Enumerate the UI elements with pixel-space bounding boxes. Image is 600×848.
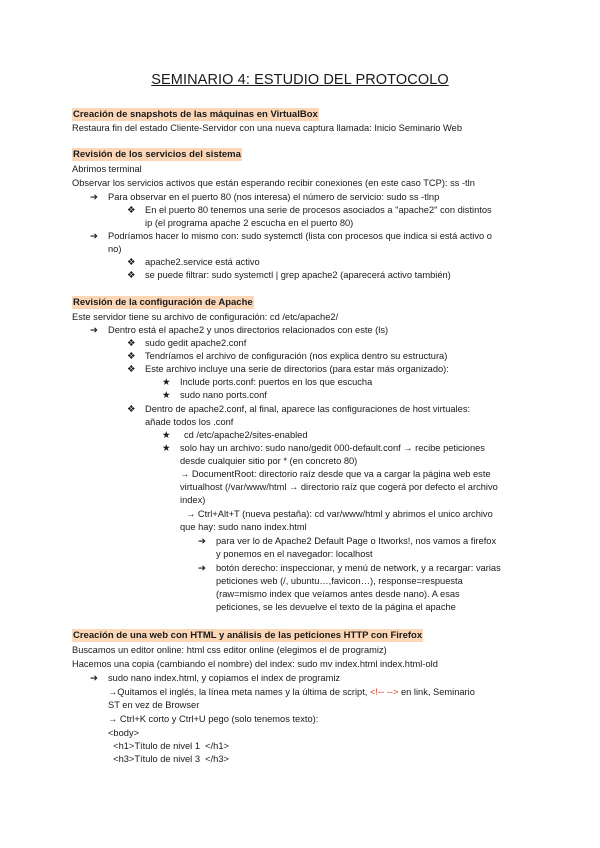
diamond-bullet-icon: ❖	[127, 404, 136, 414]
list-item-continuation: añade todos los .conf	[145, 417, 234, 427]
code-line: <h3>Título de nivel 3 </h3>	[108, 754, 229, 764]
list-item: Include ports.conf: puertos en los que escucha	[180, 377, 373, 387]
text-line: Este servidor tiene su archivo de configuración: cd /etc/apache2/	[72, 312, 339, 322]
list-item: Este archivo incluye una serie de directorios (para estar más organizado):	[145, 364, 449, 374]
list-item-continuation: virtualhost (/var/www/html → directorio raíz que cogerá por defecto el archivo	[180, 482, 498, 492]
arrow-bullet-icon: ➔	[198, 536, 206, 546]
section-heading-servicios: Revisión de los servicios del sistema	[73, 149, 241, 160]
list-item-continuation	[108, 686, 475, 698]
document-title: SEMINARIO 4: ESTUDIO DEL PROTOCOLO	[151, 72, 449, 88]
list-item-continuation: peticiones, se les devuelve el texto de la página el apache	[216, 602, 456, 612]
list-item-continuation: peticiones web (/, ubuntu…,favicon…), response=respuesta	[216, 576, 463, 586]
list-item: cd /etc/apache2/sites-enabled	[184, 430, 308, 440]
list-item-continuation: ST en vez de Browser	[108, 700, 200, 710]
text-span: en link, Seminario	[398, 687, 475, 697]
list-item: para ver lo de Apache2 Default Page o Itworks!, nos vamos a firefox	[216, 536, 497, 546]
star-bullet-icon: ★	[162, 377, 171, 387]
text-line: Restaura fin del estado Cliente-Servidor con una nueva captura llamada: Inicio Seminario Web	[72, 123, 462, 133]
star-bullet-icon: ★	[162, 443, 171, 453]
arrow-bullet-icon: ➔	[90, 192, 98, 202]
diamond-bullet-icon: ❖	[127, 205, 136, 215]
text-line: Abrimos terminal	[72, 164, 142, 174]
list-item: sudo gedit apache2.conf	[145, 338, 247, 348]
list-item: botón derecho: inspeccionar, y menú de network, y a recargar: varias	[216, 563, 501, 573]
arrow-bullet-icon: ➔	[198, 563, 206, 573]
text-line: Buscamos un editor online: html css editor online (elegimos el de programiz)	[72, 645, 387, 655]
list-item: Dentro de apache2.conf, al final, aparece las configuraciones de host virtuales:	[145, 404, 471, 414]
list-item-continuation: (raw=mismo index que veíamos antes desde nano). A esas	[216, 589, 460, 599]
diamond-bullet-icon: ❖	[127, 364, 136, 374]
diamond-bullet-icon: ❖	[127, 338, 136, 348]
list-item-continuation: desde cualquier sitio por * (en concreto 80)	[180, 456, 358, 466]
html-comment-text: <!-- -->	[369, 687, 399, 697]
list-item: solo hay un archivo: sudo nano/gedit 000-default.conf → recibe peticiones	[180, 443, 485, 453]
list-item: Para observar en el puerto 80 (nos interesa) el número de servicio: sudo ss -tlnp	[108, 192, 440, 202]
list-item: Dentro está el apache2 y unos directorios relacionados con este (ls)	[108, 325, 389, 335]
arrow-bullet-icon: ➔	[90, 673, 98, 683]
list-item-continuation: y ponemos en el navegador: localhost	[216, 549, 373, 559]
diamond-bullet-icon: ❖	[127, 351, 136, 361]
arrow-bullet-icon: ➔	[90, 231, 98, 241]
list-item: se puede filtrar: sudo systemctl | grep apache2 (aparecerá activo también)	[145, 270, 451, 280]
list-item-continuation: que hay: sudo nano index.html	[180, 522, 307, 532]
text-span: →Quitamos el inglés, la línea meta names y la última de script,	[108, 687, 370, 697]
section-heading-apache: Revisión de la configuración de Apache	[73, 297, 253, 308]
text-line: Observar los servicios activos que están esperando recibir conexiones (en este caso TCP): ss -tln	[72, 178, 475, 188]
list-item: sudo nano ports.conf	[180, 390, 267, 400]
list-item-continuation: no)	[108, 244, 122, 254]
code-line: <h1>Título de nivel 1 </h1>	[108, 741, 229, 751]
list-item: apache2.service está activo	[145, 257, 260, 267]
section-heading-html-firefox: Creación de una web con HTML y análisis de las peticiones HTTP con Firefox	[73, 630, 423, 641]
star-bullet-icon: ★	[162, 430, 171, 440]
list-item-continuation: index)	[180, 495, 206, 505]
list-item-continuation: → Ctrl+K corto y Ctrl+U pego (solo tenemos texto):	[108, 714, 319, 724]
list-item-continuation: → Ctrl+Alt+T (nueva pestaña): cd var/www/html y abrimos el unico archivo	[186, 509, 493, 519]
list-item-continuation: → DocumentRoot: directorio raíz desde que va a cargar la página web este	[180, 469, 491, 479]
list-item: Tendríamos el archivo de configuración (nos explica dentro su estructura)	[145, 351, 448, 361]
list-item: Podríamos hacer lo mismo con: sudo systemctl (lista con procesos que indica si está activo o	[108, 231, 492, 241]
star-bullet-icon: ★	[162, 390, 171, 400]
list-item: En el puerto 80 tenemos una serie de procesos asociados a "apache2" con distintos	[145, 205, 492, 215]
diamond-bullet-icon: ❖	[127, 257, 136, 267]
arrow-bullet-icon: ➔	[90, 325, 98, 335]
section-heading-snapshots: Creación de snapshots de las máquinas en VirtualBox	[73, 109, 318, 120]
text-line: Hacemos una copia (cambiando el nombre) del index: sudo mv index.html index.html-old	[72, 659, 438, 669]
code-line: <body>	[108, 728, 140, 738]
list-item-continuation: ip (el programa apache 2 escucha en el puerto 80)	[145, 218, 354, 228]
diamond-bullet-icon: ❖	[127, 270, 136, 280]
list-item: sudo nano index.html, y copiamos el index de programiz	[108, 673, 341, 683]
